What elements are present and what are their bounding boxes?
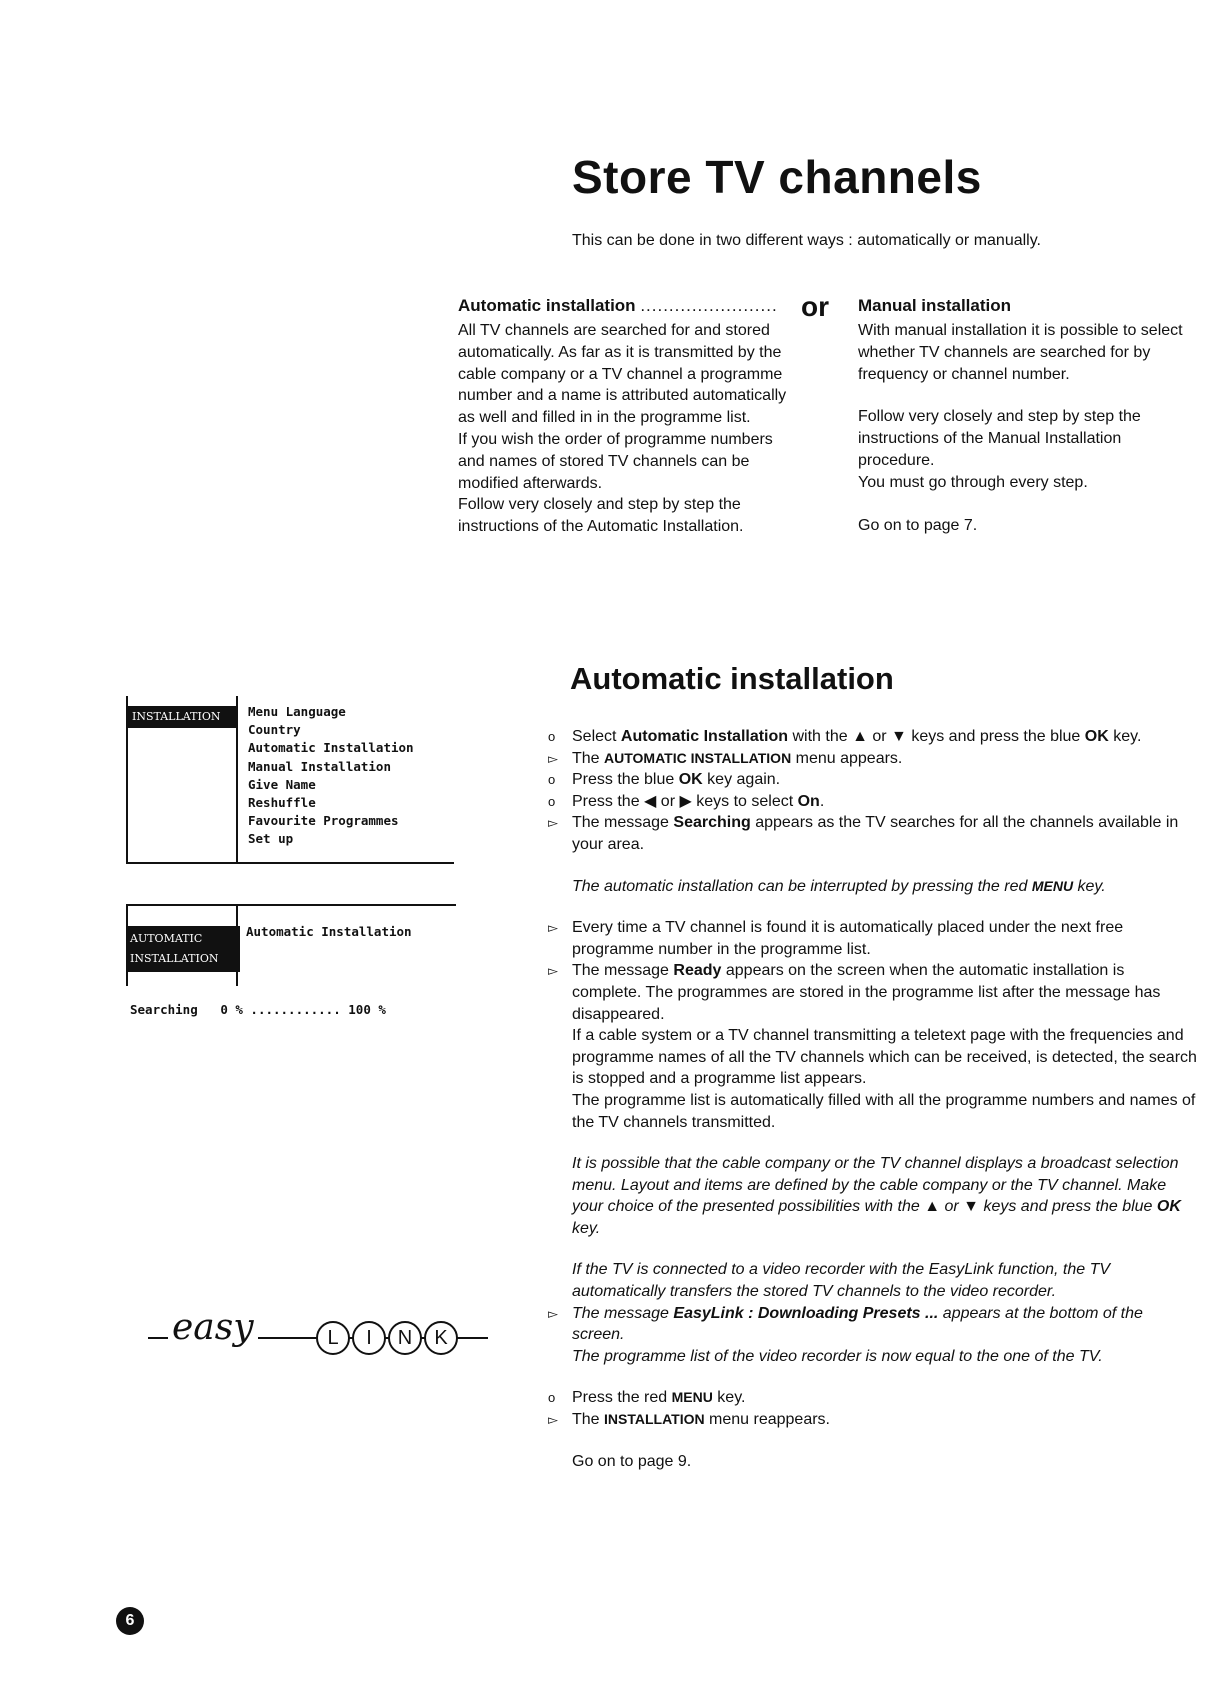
installation-menu-tab: INSTALLATION bbox=[126, 706, 236, 728]
paragraph: With manual installation it is possible to select whether TV channels are searched for by frequency or channel number. bbox=[858, 322, 1183, 383]
arrow-bullet-icon: ▻ bbox=[548, 815, 558, 831]
auto-menu-item: Automatic Installation bbox=[246, 924, 412, 939]
search-progress: Searching 0 % ............ 100 % bbox=[130, 1002, 386, 1017]
circle-bullet-icon: o bbox=[548, 772, 556, 788]
down-arrow-icon: ▼ bbox=[963, 1198, 980, 1216]
circle-bullet-icon: o bbox=[548, 729, 556, 744]
manual-column-text bbox=[858, 320, 1193, 536]
step-item: ▻ Every time a TV channel is found it is automatically placed under the next free programme number in the programme list. bbox=[548, 919, 1124, 958]
circle-bullet-icon: o bbox=[548, 793, 556, 809]
step-item: o Select Automatic Installation with the ▲ or ▼ keys and press the blue OK key. bbox=[548, 726, 1198, 748]
step-item: ▻ The INSTALLATION menu reappears. bbox=[548, 1409, 1198, 1431]
paragraph: All TV channels are searched for and stored automatically. As far as it is transmitted by the cable company or a TV channel a programme number and a name is attributed automatically as well and filled in in the programme list. bbox=[458, 322, 787, 427]
manual-column bbox=[858, 296, 1193, 536]
logo-letter: N bbox=[388, 1321, 422, 1355]
broadcast-note: It is possible that the cable company or the TV channel displays a broadcast selection menu. Layout and items are defined by the cable company or the TV channel. Make your choice of the presented possibilities with the ▲ or ▼ keys and press the blue OK key. bbox=[572, 1155, 1181, 1237]
arrow-bullet-icon: ▻ bbox=[548, 920, 558, 936]
menu-item: Reshuffle bbox=[248, 795, 316, 811]
paragraph: You must go through every step. bbox=[858, 473, 1088, 491]
step-item: ▻ The message Searching appears as the TV searches for all the channels available in your area. bbox=[548, 814, 1179, 853]
list-paragraph: The programme list is automatically filled with all the programme numbers and names of the TV channels transmitted. bbox=[572, 1091, 1196, 1131]
easylink-note: If the TV is connected to a video recorder with the EasyLink function, the TV automatically transfers the stored TV channels to the video recorder. bbox=[572, 1261, 1111, 1301]
logo-script: easy bbox=[168, 1305, 258, 1351]
paragraph: Follow very closely and step by step the instructions of the Manual Installation procedure. bbox=[858, 408, 1141, 469]
easylink-logo bbox=[148, 1305, 488, 1360]
goto-text: Go on to page 9. bbox=[572, 1452, 692, 1470]
step-item: o Press the blue OK key again. bbox=[548, 769, 1198, 791]
instruction-steps bbox=[548, 726, 1198, 1472]
auto-menu-panel bbox=[236, 904, 456, 986]
arrow-bullet-icon: ▻ bbox=[548, 963, 558, 979]
manual-column-heading: Manual installation bbox=[858, 296, 1012, 315]
auto-column bbox=[458, 296, 798, 538]
interrupt-note: The automatic installation can be interrupted by pressing the red MENU key. bbox=[572, 877, 1106, 895]
auto-menu-tab: AUTOMATIC INSTALLATION bbox=[126, 926, 240, 972]
intro-text: This can be done in two different ways : automatically or manually. bbox=[572, 232, 1041, 249]
down-arrow-icon: ▼ bbox=[891, 728, 907, 745]
leader-dots: ........................ bbox=[640, 296, 778, 315]
right-arrow-icon: ▶ bbox=[679, 792, 692, 810]
logo-letter: I bbox=[352, 1321, 386, 1355]
paragraph: Go on to page 7. bbox=[858, 516, 978, 534]
menu-item: Favourite Programmes bbox=[248, 813, 399, 829]
recorder-note: The programme list of the video recorder is now equal to the one of the TV. bbox=[572, 1347, 1103, 1365]
paragraph: Follow very closely and step by step the instructions of the Automatic Installation. bbox=[458, 496, 744, 536]
arrow-bullet-icon: ▻ bbox=[548, 750, 558, 766]
menu-item: Give Name bbox=[248, 776, 316, 792]
or-separator: or bbox=[801, 291, 829, 322]
paragraph: If you wish the order of programme numbers and names of stored TV channels can be modified afterwards. bbox=[458, 430, 773, 492]
arrow-bullet-icon: ▻ bbox=[548, 1412, 558, 1428]
page-title: Store TV channels bbox=[572, 151, 982, 203]
page-number: 6 bbox=[116, 1607, 144, 1635]
auto-column-heading: Automatic installation ........................ bbox=[458, 296, 778, 315]
step-item: ▻ The AUTOMATIC INSTALLATION menu appears. bbox=[548, 748, 1198, 770]
step-item: ▻ The message Ready appears on the screen when the automatic installation is complete. The programmes are stored in the programme list after the message has disappeared. bbox=[548, 962, 1161, 1023]
installation-menu-list bbox=[238, 696, 454, 849]
circle-bullet-icon: o bbox=[548, 1390, 556, 1406]
up-arrow-icon: ▲ bbox=[924, 1198, 941, 1216]
installation-menu-panel bbox=[236, 696, 454, 864]
menu-item: Menu Language bbox=[248, 704, 346, 719]
logo-letter: K bbox=[424, 1321, 458, 1355]
step-item: o Press the ◀ or ▶ keys to select On. bbox=[548, 791, 1198, 813]
up-arrow-icon: ▲ bbox=[852, 728, 868, 745]
arrow-bullet-icon: ▻ bbox=[548, 1305, 558, 1321]
cable-paragraph: If a cable system or a TV channel transmitting a teletext page with the frequencies and programme names of all the TV channels which can be received, is detected, the search is stopped and a programme list appears. bbox=[572, 1027, 1197, 1088]
menu-item: Automatic Installation bbox=[248, 740, 414, 756]
menu-item: Country bbox=[248, 722, 301, 738]
section-heading: Automatic installation bbox=[570, 661, 894, 696]
logo-letter: L bbox=[316, 1321, 350, 1355]
menu-item: Manual Installation bbox=[248, 758, 391, 774]
menu-item: Set up bbox=[248, 831, 294, 847]
step-item: o Press the red MENU key. bbox=[548, 1387, 1198, 1409]
left-arrow-icon: ◀ bbox=[644, 792, 657, 810]
auto-column-text bbox=[458, 320, 798, 538]
step-item: ▻ The message EasyLink : Downloading Presets ... appears at the bottom of the screen. bbox=[548, 1304, 1143, 1344]
